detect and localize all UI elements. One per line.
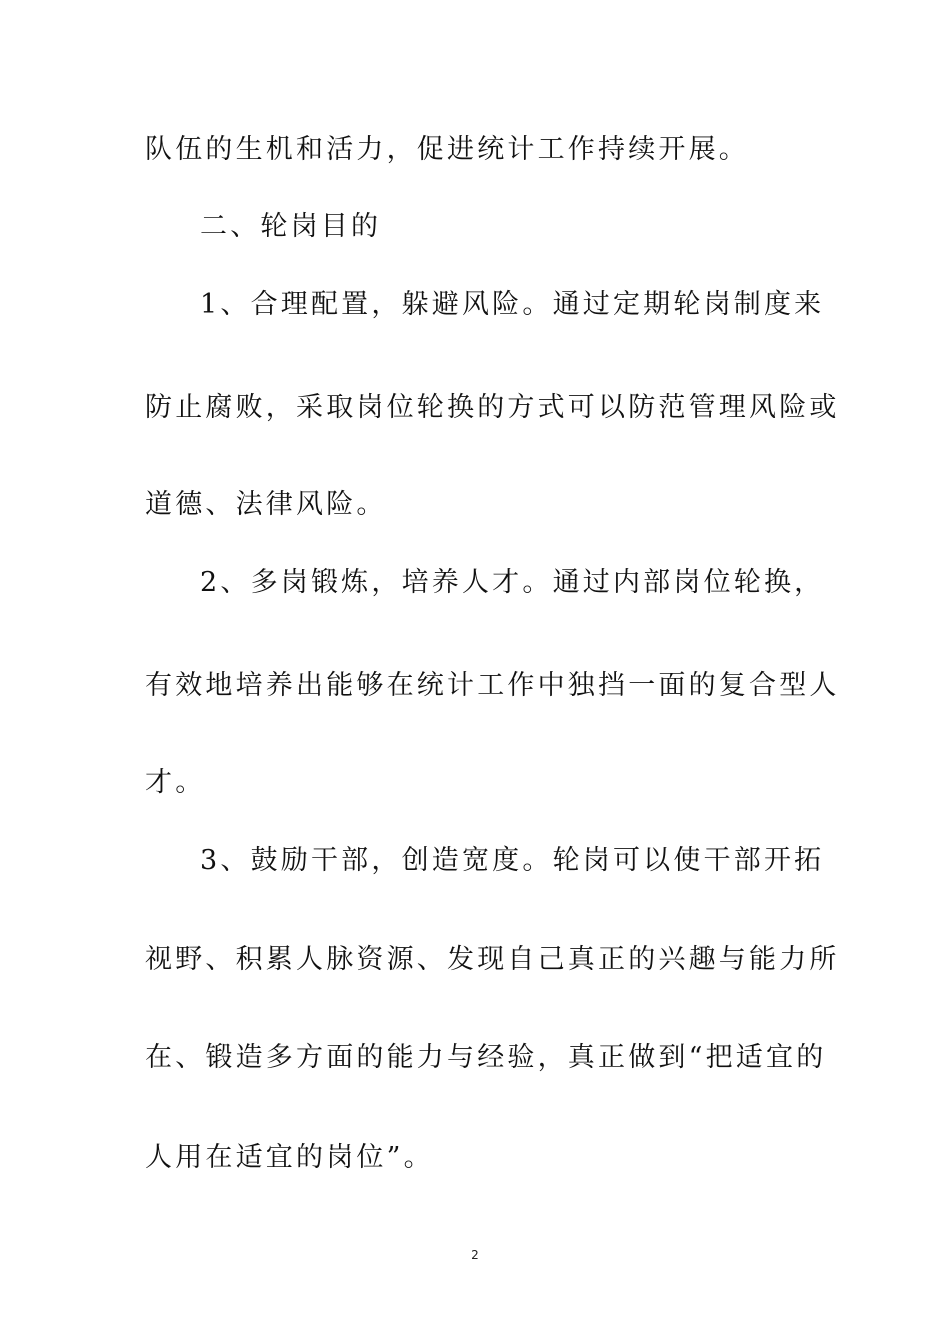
page-number: 2: [471, 1248, 479, 1262]
section-heading: 二、轮岗目的: [200, 211, 382, 242]
paragraph-line-10: 视野、积累人脉资源、发现自己真正的兴趣与能力所: [145, 944, 840, 975]
paragraph-line-3: 1、合理配置，躲避风险。通过定期轮岗制度来: [200, 289, 825, 320]
paragraph-line-1: 队伍的生机和活力，促进统计工作持续开展。: [145, 134, 749, 165]
paragraph-line-4: 防止腐败，采取岗位轮换的方式可以防范管理风险或: [145, 392, 840, 423]
paragraph-line-12: 人用在适宜的岗位”。: [145, 1142, 434, 1173]
paragraph-line-9: 3、鼓励干部，创造宽度。轮岗可以使干部开拓: [200, 845, 825, 876]
paragraph-line-8: 才。: [145, 767, 206, 798]
paragraph-line-5: 道德、法律风险。: [145, 489, 387, 520]
paragraph-line-7: 有效地培养出能够在统计工作中独挡一面的复合型人: [145, 670, 840, 701]
paragraph-line-11: 在、锻造多方面的能力与经验，真正做到“把适宜的: [145, 1042, 827, 1073]
paragraph-line-6: 2、多岗锻炼，培养人才。通过内部岗位轮换，: [200, 567, 825, 598]
